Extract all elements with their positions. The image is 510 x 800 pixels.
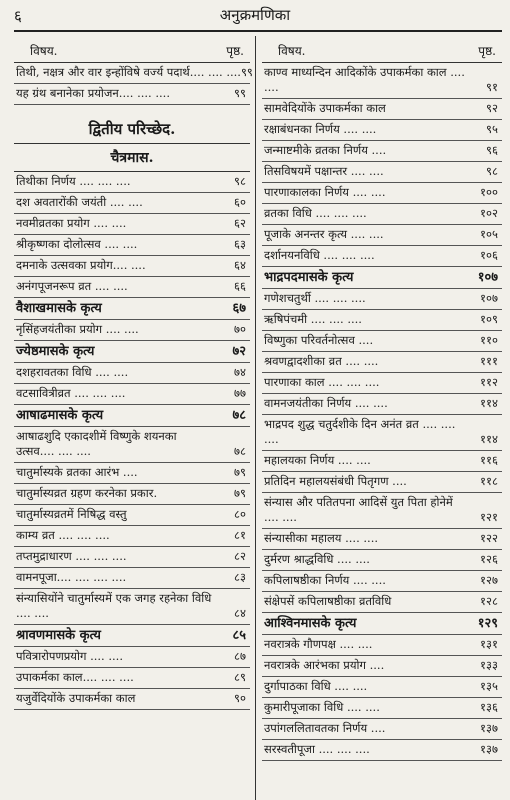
toc-entry — [262, 472, 502, 493]
toc-entry — [262, 740, 502, 761]
entry-title: नृसिंहजयंतीका प्रयोग .... .... — [16, 322, 139, 336]
chapter-title: द्वितीय परिच्छेद. — [14, 105, 250, 144]
section-heading — [14, 298, 250, 320]
entry-title: उपांगललितावतका निर्णय .... — [264, 721, 386, 735]
entry-title: नवरात्रके गौणपक्ष .... .... — [264, 637, 373, 651]
entry-page-number: ७७ — [234, 386, 246, 400]
toc-entry — [262, 719, 502, 740]
toc-entry — [14, 384, 250, 405]
entry-page-number: १३३ — [480, 658, 498, 672]
entry-page-number: १३६ — [480, 700, 498, 714]
toc-entry — [14, 505, 250, 526]
right-column-header — [262, 38, 502, 63]
entry-title: ऋषिपंचमी .... .... .... — [264, 312, 362, 326]
entry-page-number: १०७ — [480, 291, 498, 305]
entry-page-number: ७२ — [232, 344, 246, 359]
toc-entry — [14, 463, 250, 484]
entry-title: चातुर्मास्यव्रतमें निषिद्ध वस्तु — [16, 507, 127, 521]
entry-title: व्रतका विधि .... .... .... — [264, 206, 367, 220]
toc-entry — [14, 647, 250, 668]
toc-entry — [14, 427, 250, 463]
toc-entry — [14, 172, 250, 193]
entry-title: श्रवणद्वादशीका व्रत .... .... — [264, 354, 379, 368]
toc-entry — [262, 635, 502, 656]
entry-page-number: ९६ — [486, 143, 498, 157]
entry-title: सामवेदियोंके उपाकर्मका काल — [264, 101, 386, 115]
section-heading — [14, 341, 250, 363]
entry-page-number: १३७ — [480, 742, 498, 756]
toc-entry — [14, 320, 250, 341]
toc-entry — [14, 277, 250, 298]
column-divider — [255, 36, 256, 800]
entry-title: श्रावणमासके कृत्य — [16, 628, 101, 643]
entry-page-number: ७९ — [234, 486, 246, 500]
entry-page-number: ११२ — [480, 375, 498, 389]
entry-page-number: ९९ — [240, 65, 253, 79]
entry-page-number: १०२ — [480, 206, 498, 220]
entry-title: आषाढमासके कृत्य — [16, 408, 104, 423]
entry-page-number: ७८ — [232, 408, 246, 423]
entry-title: पारणाकालका निर्णय .... .... — [264, 185, 386, 199]
entry-title: पवित्रारोपणप्रयोग .... .... — [16, 649, 123, 663]
toc-entry — [14, 589, 250, 625]
entry-title: काण्व माध्यन्दिन आदिकोंके उपाकर्मका काल .... .... — [264, 65, 465, 94]
entry-page-number: ८२ — [234, 549, 246, 563]
toc-entry — [262, 529, 502, 550]
entry-title: जन्माष्टमीके व्रतका निर्णय .... — [264, 143, 387, 157]
entry-title: पारणाका काल .... .... .... — [264, 375, 380, 389]
entry-title: आषाढशुदि एकादशीमें विष्णुके शयनका उत्सव.... .... .... — [16, 429, 177, 458]
entry-page-number: १०९ — [480, 312, 498, 326]
toc-entry — [262, 183, 502, 204]
month-title: चैत्रमास. — [14, 144, 250, 172]
left-column — [14, 38, 253, 800]
entry-title: महालयका निर्णय .... .... — [264, 453, 371, 467]
entry-page-number: ८३ — [234, 570, 246, 584]
toc-entry — [262, 592, 502, 613]
entry-title: चातुर्मास्यव्रत ग्रहण करनेका प्रकार. — [16, 486, 158, 500]
entry-page-number: ७४ — [234, 365, 246, 379]
toc-entry — [262, 352, 502, 373]
section-heading — [14, 405, 250, 427]
entry-page-number: ११४ — [480, 432, 498, 446]
toc-entry — [262, 698, 502, 719]
entry-title: भाद्रपदमासके कृत्य — [264, 270, 354, 285]
toc-entry — [262, 656, 502, 677]
entry-title: वामनजयंतीका निर्णय .... .... — [264, 396, 388, 410]
entry-title: प्रतिदिन महालयसंबंधी पितृगण .... — [264, 474, 407, 488]
entry-title: अनंगपूजनरूप व्रत .... .... — [16, 279, 128, 293]
toc-entry — [262, 373, 502, 394]
entry-title: भाद्रपद शुद्ध चतुर्दशीके दिन अनंत व्रत .... .... .... — [264, 417, 456, 446]
entry-page-number: १२७ — [480, 573, 498, 587]
toc-entry — [14, 689, 250, 710]
entry-page-number: ६६ — [234, 279, 246, 293]
entry-title: गणेशचतुर्थी .... .... .... — [264, 291, 366, 305]
left-top-entries — [14, 63, 253, 105]
toc-entry — [262, 225, 502, 246]
entry-title: नवमीव्रतका प्रयोग .... .... — [16, 216, 127, 230]
entry-title: तिथी, नक्षत्र और वार इन्होंविषे वर्ज्य पदार्थ.... .... .... — [16, 65, 241, 79]
entry-title: कपिलाषष्ठीका निर्णय .... .... — [264, 573, 386, 587]
toc-entry — [262, 493, 502, 529]
toc-entry — [14, 363, 250, 384]
entry-page-number: ६२ — [234, 216, 246, 230]
header-rule — [14, 30, 502, 32]
entry-title: वैशाखमासके कृत्य — [16, 301, 102, 316]
toc-entry — [262, 204, 502, 225]
toc-entry — [14, 235, 250, 256]
entry-page-number: १३५ — [480, 679, 498, 693]
entry-page-number: ८४ — [234, 606, 246, 620]
entry-page-number: ७९ — [234, 465, 246, 479]
entry-page-number: ८० — [234, 507, 246, 521]
subject-heading: विषय. — [278, 44, 306, 58]
entry-title: ज्येष्ठमासके कृत्य — [16, 344, 95, 359]
toc-entry — [262, 162, 502, 183]
entry-title: श्रीकृष्णका दोलोत्सव .... .... — [16, 237, 138, 251]
entry-page-number: ११८ — [480, 474, 498, 488]
entry-title: दमनाके उत्सवका प्रयोग.... .... — [16, 258, 146, 272]
running-title: अनुक्रमणिका — [219, 6, 291, 24]
entry-title: यजुर्वेदियोंके उपाकर्मका काल — [16, 691, 136, 705]
toc-entry — [14, 193, 250, 214]
entry-title: वटसावित्रीव्रत .... .... .... — [16, 386, 126, 400]
entry-title: दश अवतारोंकी जयंती .... .... — [16, 195, 143, 209]
toc-entry — [262, 331, 502, 352]
entry-page-number: ९० — [234, 691, 246, 705]
entry-page-number: १०७ — [477, 270, 498, 285]
toc-entry — [262, 451, 502, 472]
entry-title: आश्विनमासके कृत्य — [264, 616, 357, 631]
toc-entry — [262, 571, 502, 592]
toc-entry — [262, 63, 502, 99]
page-heading: पृष्ठ. — [478, 44, 496, 58]
section-heading — [262, 267, 502, 289]
section-heading — [14, 625, 250, 647]
entry-page-number: ११० — [480, 333, 498, 347]
toc-entry — [14, 214, 250, 235]
toc-entry — [14, 256, 250, 277]
entry-page-number: ११६ — [480, 453, 498, 467]
page-number: ६ — [14, 7, 22, 25]
entry-title: संक्षेपसें कपिलाषष्ठीका व्रतविधि — [264, 594, 392, 608]
entry-title: सरस्वतीपूजा .... .... .... — [264, 742, 370, 756]
entry-page-number: ९८ — [234, 174, 246, 188]
entry-title: दशहरावतका विधि .... .... — [16, 365, 129, 379]
toc-entry — [262, 289, 502, 310]
entry-page-number: ६४ — [234, 258, 246, 272]
entry-page-number: ९९ — [234, 86, 246, 100]
entry-title: संन्यासियोंने चातुर्मास्यमें एक जगह रहनेका विधि .... .... — [16, 591, 212, 620]
toc-entry — [262, 677, 502, 698]
toc-entry — [14, 568, 250, 589]
toc-entry — [262, 141, 502, 162]
entry-page-number: ८९ — [234, 670, 246, 684]
entry-page-number: १३७ — [480, 721, 498, 735]
page-heading: पृष्ठ. — [226, 44, 244, 58]
entry-page-number: ६० — [234, 195, 246, 209]
toc-entry — [262, 415, 502, 451]
entry-page-number: ९२ — [486, 101, 498, 115]
entry-page-number: १०५ — [480, 227, 498, 241]
toc-entry — [14, 547, 250, 568]
entry-page-number: ९५ — [486, 122, 498, 136]
entry-title: विष्णुका परिवर्तनोत्सव .... — [264, 333, 374, 347]
entry-page-number: ९८ — [486, 164, 498, 178]
entry-page-number: १२६ — [480, 552, 498, 566]
section-heading — [262, 613, 502, 635]
right-column — [262, 38, 502, 800]
entry-page-number: ९१ — [486, 80, 498, 94]
subject-heading: विषय. — [30, 44, 58, 58]
entry-title: चातुर्मास्यके व्रतका आरंभ .... — [16, 465, 138, 479]
entry-page-number: ७० — [234, 322, 246, 336]
entry-page-number: ६३ — [234, 237, 246, 251]
toc-entry — [14, 484, 250, 505]
right-entries — [262, 63, 502, 761]
entry-page-number: १०० — [480, 185, 498, 199]
entry-page-number: १३१ — [480, 637, 498, 651]
entry-page-number: १०६ — [480, 248, 498, 262]
entry-page-number: ११४ — [480, 396, 498, 410]
toc-entry — [262, 550, 502, 571]
entry-title: कुमारीपूजाका विधि .... .... — [264, 700, 380, 714]
entry-title: तप्तमुद्राधारण .... .... .... — [16, 549, 127, 563]
entry-page-number: १२९ — [477, 616, 498, 631]
entry-title: यह ग्रंथ बनानेका प्रयोजन.... .... .... — [16, 86, 170, 100]
entry-page-number: ८७ — [234, 649, 246, 663]
entry-title: संन्यासीका महालय .... .... — [264, 531, 379, 545]
toc-entry — [262, 394, 502, 415]
toc-entry — [262, 99, 502, 120]
entry-title: दुर्मरण श्राद्धविधि .... .... — [264, 552, 370, 566]
left-entries — [14, 172, 250, 710]
entry-title: तिथीका निर्णय .... .... .... — [16, 174, 131, 188]
toc-entry — [262, 246, 502, 267]
entry-page-number: ६७ — [232, 301, 246, 316]
toc-entry — [262, 120, 502, 141]
entry-title: नवरात्रके आरंभका प्रयोग .... — [264, 658, 385, 672]
entry-title: वामनपूजा.... .... .... .... — [16, 570, 127, 584]
page-header — [0, 0, 510, 36]
entry-title: रक्षाबंधनका निर्णय .... .... — [264, 122, 377, 136]
toc-entry — [262, 310, 502, 331]
toc-entry — [14, 526, 250, 547]
entry-title: दर्शानयनविधि .... .... .... — [264, 248, 375, 262]
entry-page-number: ७८ — [234, 444, 246, 458]
entry-page-number: १२१ — [480, 510, 498, 524]
toc-entry — [14, 63, 253, 84]
toc-entry — [14, 668, 250, 689]
entry-page-number: १२२ — [480, 531, 498, 545]
entry-title: तिसविषयमें पक्षान्तर .... .... — [264, 164, 384, 178]
toc-entry — [14, 84, 250, 105]
entry-title: दुर्गापाठका विधि .... .... — [264, 679, 368, 693]
entry-page-number: १२८ — [480, 594, 498, 608]
entry-title: पूजाके अनन्तर कृत्य .... .... — [264, 227, 384, 241]
entry-page-number: १११ — [480, 354, 498, 368]
entry-title: संन्यास और पतितपना आदिसें युत पिता होनेमें .... .... — [264, 495, 453, 524]
entry-page-number: ८५ — [232, 628, 246, 643]
entry-title: काम्य व्रत .... .... .... — [16, 528, 110, 542]
entry-page-number: ८१ — [234, 528, 246, 542]
left-column-header — [14, 38, 250, 63]
entry-title: उपाकर्मका काल.... .... .... — [16, 670, 134, 684]
